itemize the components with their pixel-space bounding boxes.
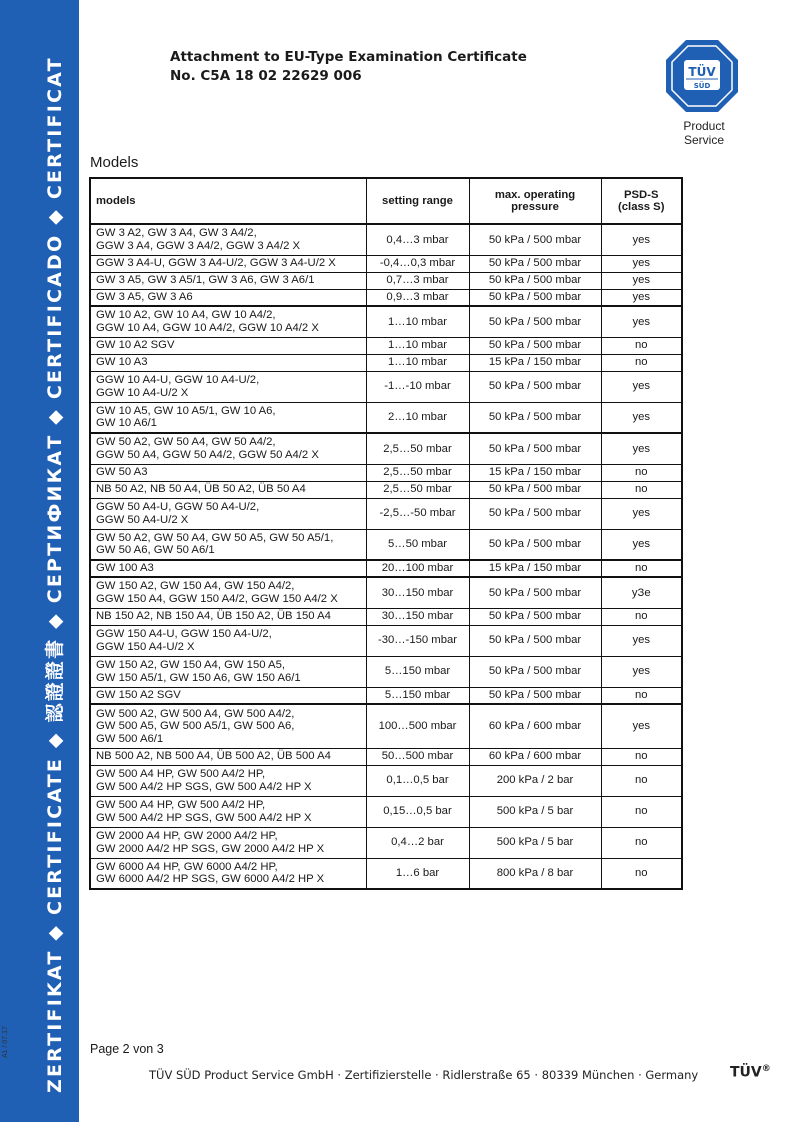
cell-max-pressure: 50 kPa / 500 mbar — [469, 337, 601, 354]
cell-setting-range: 0,4…3 mbar — [366, 224, 469, 255]
cell-models — [90, 858, 366, 889]
cell-psd-s: no — [601, 748, 682, 765]
cell-psd-s: yes — [601, 289, 682, 306]
table-row — [90, 748, 682, 765]
model-line: GW 150 A5/1, GW 150 A6, GW 150 A6/1 — [96, 671, 301, 684]
table-row — [90, 289, 682, 306]
model-line: GW 150 A2, GW 150 A4, GW 150 A5, — [96, 659, 286, 671]
table-row — [90, 306, 682, 337]
table-row — [90, 704, 682, 748]
model-line: GW 500 A2, GW 500 A4, GW 500 A4/2, — [96, 707, 295, 720]
cell-psd-s: yes — [601, 224, 682, 255]
cell-max-pressure: 50 kPa / 500 mbar — [469, 687, 601, 704]
header-max-pressure: max. operating pressure — [469, 178, 601, 224]
cell-psd-s: yes — [601, 704, 682, 748]
cell-psd-s: yes — [601, 306, 682, 337]
model-line: GW 500 A4/2 HP SGS, GW 500 A4/2 HP X — [96, 780, 312, 793]
cell-max-pressure: 200 kPa / 2 bar — [469, 765, 601, 796]
cell-setting-range: 0,4…2 bar — [366, 827, 469, 858]
model-line: GGW 150 A4-U/2 X — [96, 640, 195, 653]
cell-psd-s: no — [601, 858, 682, 889]
side-banner — [0, 0, 79, 1122]
cell-setting-range: 5…150 mbar — [366, 656, 469, 687]
table-row — [90, 255, 682, 272]
certificate-number: No. C5A 18 02 22629 006 — [170, 68, 362, 84]
cell-psd-s: yes — [601, 498, 682, 529]
logo-text-bottom: SÜD — [693, 82, 711, 90]
table-row — [90, 796, 682, 827]
cell-max-pressure: 60 kPa / 600 mbar — [469, 704, 601, 748]
model-line: GW 150 A2 SGV — [96, 689, 181, 701]
model-line: GW 10 A2, GW 10 A4, GW 10 A4/2, — [96, 309, 276, 322]
cell-models — [90, 224, 366, 255]
table-row — [90, 481, 682, 498]
cell-psd-s: no — [601, 481, 682, 498]
cell-models — [90, 354, 366, 371]
model-line: GGW 50 A4, GGW 50 A4/2, GGW 50 A4/2 X — [96, 448, 319, 461]
cell-psd-s: уЗе — [601, 577, 682, 608]
tuv-sud-logo-icon — [664, 38, 740, 114]
document-code: A1 / 07.17 — [2, 1026, 9, 1058]
cell-models — [90, 748, 366, 765]
table-row — [90, 354, 682, 371]
cell-setting-range: 30…150 mbar — [366, 608, 469, 625]
cell-max-pressure: 50 kPa / 500 mbar — [469, 625, 601, 656]
footer-logo-text: TÜV — [730, 1064, 762, 1081]
cell-max-pressure: 50 kPa / 500 mbar — [469, 498, 601, 529]
table-row — [90, 402, 682, 433]
table-row — [90, 656, 682, 687]
header-psd-s: PSD-S (class S) — [601, 178, 682, 224]
cell-max-pressure: 60 kPa / 600 mbar — [469, 748, 601, 765]
attachment-title-line1: Attachment to EU-Type Examination Certificate — [170, 49, 527, 65]
cell-psd-s: yes — [601, 656, 682, 687]
cell-models — [90, 608, 366, 625]
models-table — [89, 177, 683, 890]
cell-models — [90, 687, 366, 704]
cell-psd-s: yes — [601, 433, 682, 464]
cell-max-pressure: 50 kPa / 500 mbar — [469, 529, 601, 560]
model-line: GW 2000 A4/2 HP SGS, GW 2000 A4/2 HP X — [96, 842, 325, 855]
table-row — [90, 608, 682, 625]
cell-models — [90, 827, 366, 858]
registered-mark: ® — [761, 1064, 771, 1074]
cell-psd-s: no — [601, 796, 682, 827]
model-line: GW 3 A2, GW 3 A4, GW 3 A4/2, — [96, 227, 257, 240]
cell-models — [90, 289, 366, 306]
product-service-label: Product Service — [683, 119, 725, 147]
model-line: GW 500 A5, GW 500 A5/1, GW 500 A6, — [96, 720, 295, 732]
cell-max-pressure: 500 kPa / 5 bar — [469, 796, 601, 827]
cell-setting-range: 0,1…0,5 bar — [366, 765, 469, 796]
cell-psd-s: no — [601, 464, 682, 481]
table-header-row — [90, 178, 682, 224]
cell-models — [90, 656, 366, 687]
cell-psd-s: yes — [601, 625, 682, 656]
cell-psd-s: yes — [601, 255, 682, 272]
model-line: GW 500 A4 HP, GW 500 A4/2 HP, — [96, 799, 266, 811]
header-setting-range: setting range — [366, 178, 469, 224]
cell-setting-range: 50…500 mbar — [366, 748, 469, 765]
cell-setting-range: -0,4…0,3 mbar — [366, 255, 469, 272]
cell-models — [90, 433, 366, 464]
cell-max-pressure: 800 kPa / 8 bar — [469, 858, 601, 889]
table-row — [90, 765, 682, 796]
page-number: Page 2 von 3 — [90, 1042, 164, 1056]
model-line: GW 50 A2, GW 50 A4, GW 50 A4/2, — [96, 436, 276, 449]
cell-models — [90, 481, 366, 498]
model-line: GW 500 A6/1 — [96, 732, 164, 745]
model-line: GGW 3 A4, GGW 3 A4/2, GGW 3 A4/2 X — [96, 239, 301, 252]
cell-models — [90, 704, 366, 748]
cell-psd-s: yes — [601, 272, 682, 289]
table-row — [90, 224, 682, 255]
cell-setting-range: 2…10 mbar — [366, 402, 469, 433]
cell-models — [90, 255, 366, 272]
cell-models — [90, 371, 366, 402]
cell-setting-range: 1…6 bar — [366, 858, 469, 889]
cell-max-pressure: 50 kPa / 500 mbar — [469, 577, 601, 608]
cell-max-pressure: 50 kPa / 500 mbar — [469, 272, 601, 289]
cell-max-pressure: 50 kPa / 500 mbar — [469, 402, 601, 433]
model-line: GW 100 A3 — [96, 562, 154, 575]
cell-models — [90, 560, 366, 577]
cell-setting-range: 1…10 mbar — [366, 354, 469, 371]
cell-max-pressure: 50 kPa / 500 mbar — [469, 656, 601, 687]
model-line: GGW 50 A4-U/2 X — [96, 513, 189, 526]
cell-setting-range: 20…100 mbar — [366, 560, 469, 577]
cell-psd-s: yes — [601, 402, 682, 433]
cell-setting-range: 30…150 mbar — [366, 577, 469, 608]
model-line: GW 500 A4 HP, GW 500 A4/2 HP, — [96, 768, 266, 780]
table-row — [90, 529, 682, 560]
cell-psd-s: no — [601, 827, 682, 858]
cell-psd-s: no — [601, 765, 682, 796]
cell-models — [90, 498, 366, 529]
cell-psd-s: no — [601, 354, 682, 371]
cell-max-pressure: 50 kPa / 500 mbar — [469, 255, 601, 272]
model-line: GGW 150 A4-U, GGW 150 A4-U/2, — [96, 628, 272, 640]
cell-models — [90, 765, 366, 796]
cell-setting-range: 0,9…3 mbar — [366, 289, 469, 306]
model-line: GW 3 A5, GW 3 A6 — [96, 291, 193, 303]
cell-psd-s: no — [601, 337, 682, 354]
model-line: GGW 10 A4-U, GGW 10 A4-U/2, — [96, 374, 260, 386]
table-row — [90, 577, 682, 608]
cell-max-pressure: 50 kPa / 500 mbar — [469, 224, 601, 255]
cell-models — [90, 577, 366, 608]
model-line: NB 500 A2, NB 500 A4, ÜB 500 A2, ÜB 500 A4 — [96, 750, 331, 763]
table-row — [90, 272, 682, 289]
cell-psd-s: yes — [601, 371, 682, 402]
cell-setting-range: 5…150 mbar — [366, 687, 469, 704]
cell-models — [90, 272, 366, 289]
cell-max-pressure: 15 kPa / 150 mbar — [469, 354, 601, 371]
cell-max-pressure: 15 kPa / 150 mbar — [469, 464, 601, 481]
model-line: GW 50 A6, GW 50 A6/1 — [96, 544, 215, 557]
cell-setting-range: 5…50 mbar — [366, 529, 469, 560]
model-line: GW 6000 A4/2 HP SGS, GW 6000 A4/2 HP X — [96, 873, 325, 886]
cell-models — [90, 464, 366, 481]
cell-psd-s: no — [601, 608, 682, 625]
model-line: GGW 150 A4, GGW 150 A4/2, GGW 150 A4/2 X — [96, 592, 338, 605]
models-table-body — [90, 224, 682, 889]
header-models: models — [90, 178, 366, 224]
cell-psd-s: yes — [601, 529, 682, 560]
model-line: GW 10 A6/1 — [96, 417, 157, 430]
cell-setting-range: 2,5…50 mbar — [366, 481, 469, 498]
table-row — [90, 433, 682, 464]
footer-tuv-logo — [730, 1064, 771, 1081]
cell-max-pressure: 500 kPa / 5 bar — [469, 827, 601, 858]
model-line: GW 6000 A4 HP, GW 6000 A4/2 HP, — [96, 860, 278, 873]
model-line: GGW 10 A4-U/2 X — [96, 386, 189, 399]
model-line: GW 10 A2 SGV — [96, 339, 175, 352]
cell-models — [90, 337, 366, 354]
table-row — [90, 498, 682, 529]
cell-models — [90, 796, 366, 827]
cell-psd-s: no — [601, 560, 682, 577]
model-line: GW 3 A5, GW 3 A5/1, GW 3 A6, GW 3 A6/1 — [96, 274, 315, 287]
cell-setting-range: 100…500 mbar — [366, 704, 469, 748]
table-row — [90, 464, 682, 481]
cell-models — [90, 306, 366, 337]
model-line: NB 50 A2, NB 50 A4, ÜB 50 A2, ÜB 50 A4 — [96, 483, 306, 496]
model-line: NB 150 A2, NB 150 A4, ÜB 150 A2, ÜB 150 A4 — [96, 610, 331, 623]
table-row — [90, 687, 682, 704]
cell-models — [90, 529, 366, 560]
table-row — [90, 625, 682, 656]
cell-max-pressure: 50 kPa / 500 mbar — [469, 433, 601, 464]
certificate-banner-text: ZERTIFIKAT ◆ CERTIFICATE ◆ 認證證書 ◆ СЕРТИФИКАТ ◆ CERTIFICADO ◆ CERTIFICAT — [44, 56, 66, 1093]
cell-psd-s: no — [601, 687, 682, 704]
model-line: GW 150 A2, GW 150 A4, GW 150 A4/2, — [96, 580, 295, 593]
table-row — [90, 560, 682, 577]
table-row — [90, 337, 682, 354]
model-line: GGW 10 A4, GGW 10 A4/2, GGW 10 A4/2 X — [96, 321, 319, 334]
model-line: GGW 3 A4-U, GGW 3 A4-U/2, GGW 3 A4-U/2 X — [96, 257, 336, 270]
model-line: GW 50 A2, GW 50 A4, GW 50 A5, GW 50 A5/1, — [96, 531, 334, 544]
cell-max-pressure: 50 kPa / 500 mbar — [469, 371, 601, 402]
table-row — [90, 371, 682, 402]
section-title: Models — [90, 154, 139, 171]
cell-setting-range: 2,5…50 mbar — [366, 464, 469, 481]
cell-setting-range: 1…10 mbar — [366, 306, 469, 337]
table-row — [90, 858, 682, 889]
cell-models — [90, 625, 366, 656]
table-row — [90, 827, 682, 858]
cell-setting-range: 0,7…3 mbar — [366, 272, 469, 289]
cell-max-pressure: 50 kPa / 500 mbar — [469, 289, 601, 306]
model-line: GW 500 A4/2 HP SGS, GW 500 A4/2 HP X — [96, 811, 312, 824]
cell-setting-range: 1…10 mbar — [366, 337, 469, 354]
model-line: GW 10 A5, GW 10 A5/1, GW 10 A6, — [96, 404, 276, 417]
cell-setting-range: 2,5…50 mbar — [366, 433, 469, 464]
attachment-title — [170, 48, 527, 86]
cell-max-pressure: 15 kPa / 150 mbar — [469, 560, 601, 577]
model-line: GW 2000 A4 HP, GW 2000 A4/2 HP, — [96, 830, 278, 842]
cell-setting-range: -1…-10 mbar — [366, 371, 469, 402]
cell-setting-range: -30…-150 mbar — [366, 625, 469, 656]
cell-max-pressure: 50 kPa / 500 mbar — [469, 608, 601, 625]
cell-models — [90, 402, 366, 433]
logo-text-top: TÜV — [688, 65, 716, 79]
model-line: GW 50 A3 — [96, 466, 148, 479]
cell-max-pressure: 50 kPa / 500 mbar — [469, 481, 601, 498]
footer-company: TÜV SÜD Product Service GmbH · Zertifizierstelle · Ridlerstraße 65 · 80339 München · Germany — [149, 1068, 699, 1082]
cell-max-pressure: 50 kPa / 500 mbar — [469, 306, 601, 337]
cell-setting-range: 0,15…0,5 bar — [366, 796, 469, 827]
model-line: GW 10 A3 — [96, 356, 148, 369]
model-line: GGW 50 A4-U, GGW 50 A4-U/2, — [96, 501, 260, 513]
cell-setting-range: -2,5…-50 mbar — [366, 498, 469, 529]
